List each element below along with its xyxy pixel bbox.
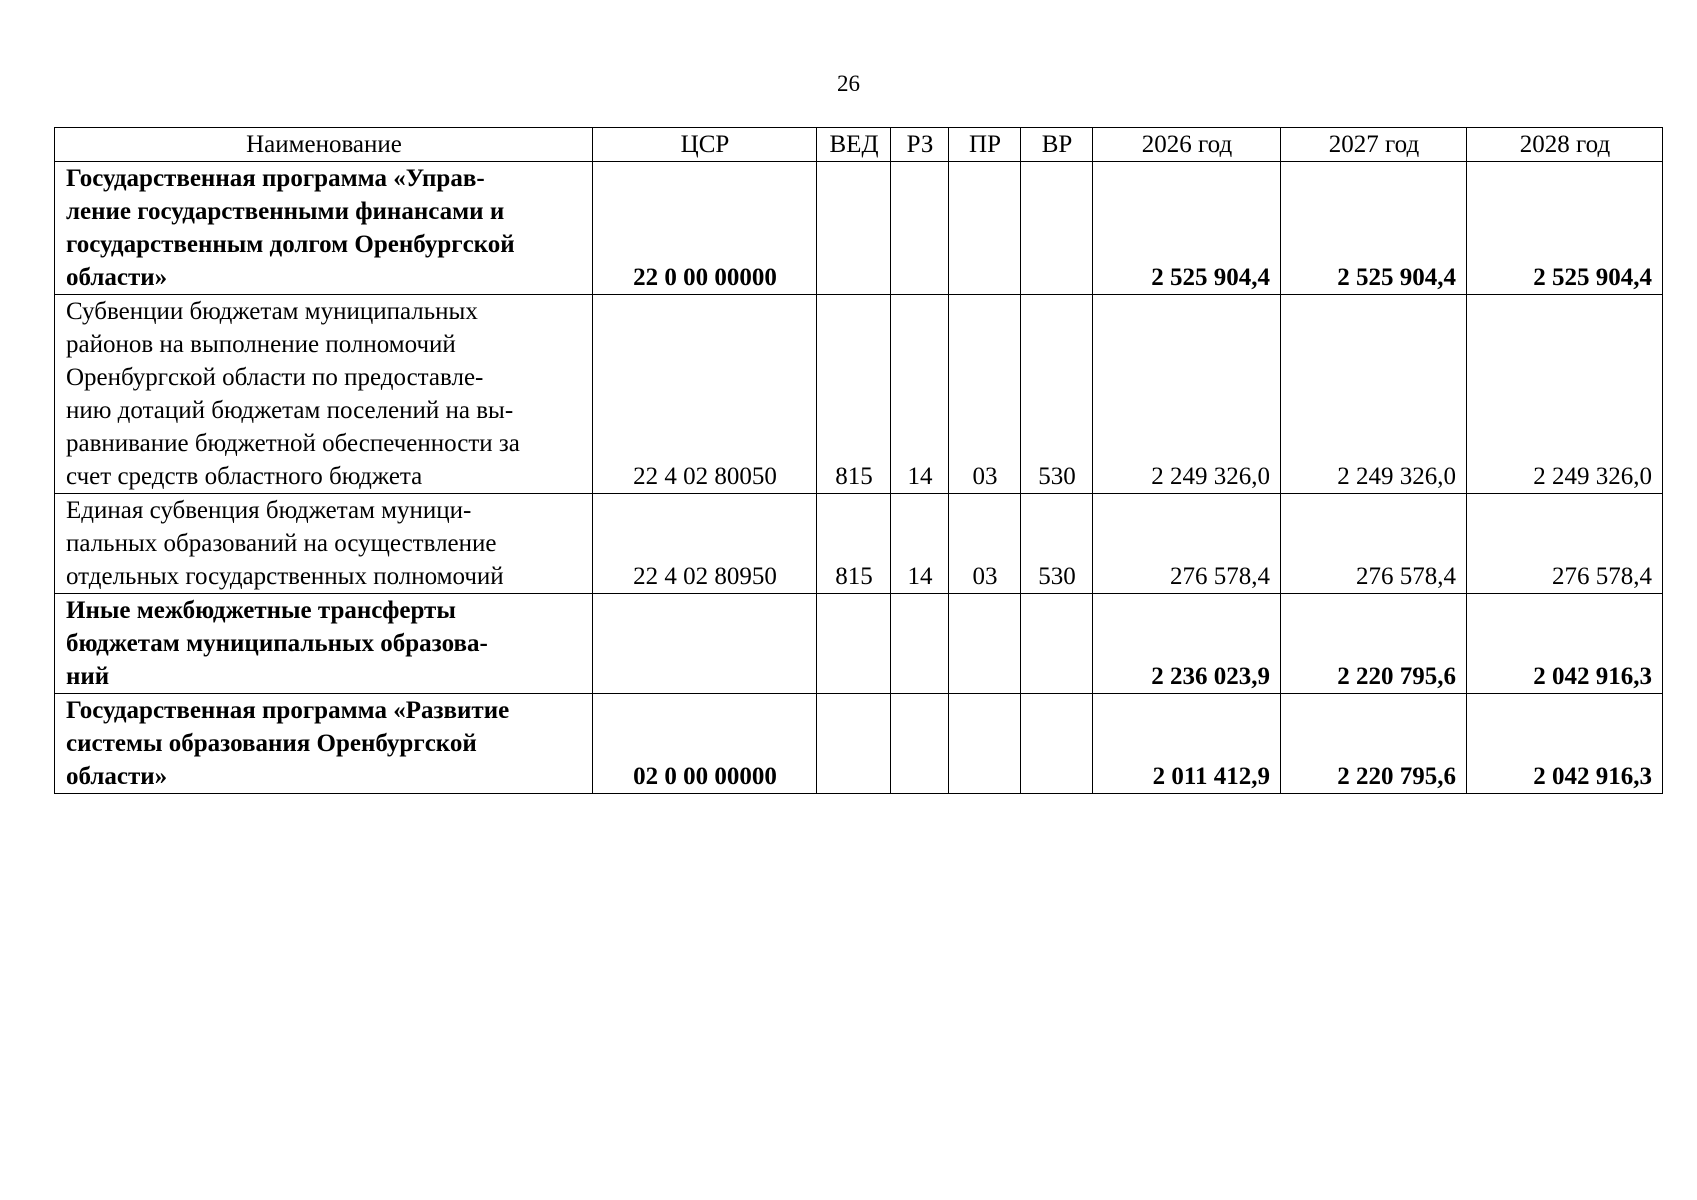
- name-line: Государственная программа «Развитие: [66, 697, 510, 724]
- row-rz: 14: [891, 494, 949, 594]
- name-line: нию дотаций бюджетам поселений на вы-: [66, 397, 514, 424]
- row-2026: 2 249 326,0: [1093, 295, 1281, 494]
- row-pr: [949, 162, 1021, 295]
- row-ved: [817, 594, 891, 694]
- name-line: области»: [66, 264, 168, 291]
- name-line: области»: [66, 763, 168, 790]
- row-2028: 276 578,4: [1467, 494, 1663, 594]
- name-line: районов на выполнение полномочий: [66, 331, 456, 358]
- row-2026: 2 525 904,4: [1093, 162, 1281, 295]
- table-row: [55, 694, 1663, 794]
- header-2027: 2027 год: [1281, 128, 1467, 162]
- row-2028: 2 042 916,3: [1467, 594, 1663, 694]
- header-csr: ЦСР: [593, 128, 817, 162]
- row-ved: 815: [817, 295, 891, 494]
- row-2028: 2 525 904,4: [1467, 162, 1663, 295]
- row-2027: 2 525 904,4: [1281, 162, 1467, 295]
- row-2027: 276 578,4: [1281, 494, 1467, 594]
- name-line: ление государственными финансами и: [66, 198, 505, 225]
- table-row: [55, 295, 1663, 494]
- header-2026: 2026 год: [1093, 128, 1281, 162]
- row-2028: 2 042 916,3: [1467, 694, 1663, 794]
- header-vr: ВР: [1021, 128, 1093, 162]
- table-row: [55, 494, 1663, 594]
- name-line: бюджетам муниципальных образова-: [66, 630, 488, 657]
- name-line: Единая субвенция бюджетам муници-: [66, 497, 472, 524]
- row-name-cell: [55, 694, 593, 794]
- row-ved: [817, 694, 891, 794]
- row-csr: 22 0 00 00000: [593, 162, 817, 295]
- row-vr: 530: [1021, 295, 1093, 494]
- row-pr: 03: [949, 494, 1021, 594]
- name-line: Иные межбюджетные трансферты: [66, 597, 456, 624]
- row-name-cell: [55, 494, 593, 594]
- name-line: счет средств областного бюджета: [66, 463, 423, 490]
- row-vr: [1021, 694, 1093, 794]
- row-2027: 2 220 795,6: [1281, 594, 1467, 694]
- row-vr: 530: [1021, 494, 1093, 594]
- row-vr: [1021, 162, 1093, 295]
- name-line: пальных образований на осуществление: [66, 530, 497, 557]
- header-2028: 2028 год: [1467, 128, 1663, 162]
- name-line: Государственная программа «Управ-: [66, 165, 485, 192]
- row-rz: [891, 162, 949, 295]
- budget-table: [54, 127, 1663, 794]
- name-line: государственным долгом Оренбургской: [66, 231, 515, 258]
- header-name: Наименование: [55, 128, 593, 162]
- name-line: Оренбургской области по предоставле-: [66, 364, 484, 391]
- row-ved: 815: [817, 494, 891, 594]
- row-2027: 2 220 795,6: [1281, 694, 1467, 794]
- row-csr: 02 0 00 00000: [593, 694, 817, 794]
- row-rz: [891, 594, 949, 694]
- row-rz: [891, 694, 949, 794]
- header-ved: ВЕД: [817, 128, 891, 162]
- row-csr: [593, 594, 817, 694]
- row-name-cell: [55, 594, 593, 694]
- name-line: ний: [66, 663, 110, 690]
- row-vr: [1021, 594, 1093, 694]
- header-pr: ПР: [949, 128, 1021, 162]
- row-pr: [949, 594, 1021, 694]
- row-rz: 14: [891, 295, 949, 494]
- name-line: системы образования Оренбургской: [66, 730, 477, 757]
- header-rz: РЗ: [891, 128, 949, 162]
- row-2026: 2 236 023,9: [1093, 594, 1281, 694]
- table-header-row: [55, 128, 1663, 162]
- row-pr: 03: [949, 295, 1021, 494]
- page-number: 26: [837, 71, 860, 96]
- table-row: [55, 594, 1663, 694]
- row-name-cell: [55, 162, 593, 295]
- row-ved: [817, 162, 891, 295]
- row-2026: 276 578,4: [1093, 494, 1281, 594]
- name-line: равнивание бюджетной обеспеченности за: [66, 430, 520, 457]
- row-name-cell: [55, 295, 593, 494]
- row-csr: 22 4 02 80050: [593, 295, 817, 494]
- row-2026: 2 011 412,9: [1093, 694, 1281, 794]
- row-csr: 22 4 02 80950: [593, 494, 817, 594]
- name-line: отдельных государственных полномочий: [66, 563, 504, 590]
- row-2028: 2 249 326,0: [1467, 295, 1663, 494]
- row-pr: [949, 694, 1021, 794]
- table-row: [55, 162, 1663, 295]
- row-2027: 2 249 326,0: [1281, 295, 1467, 494]
- name-line: Субвенции бюджетам муниципальных: [66, 298, 478, 325]
